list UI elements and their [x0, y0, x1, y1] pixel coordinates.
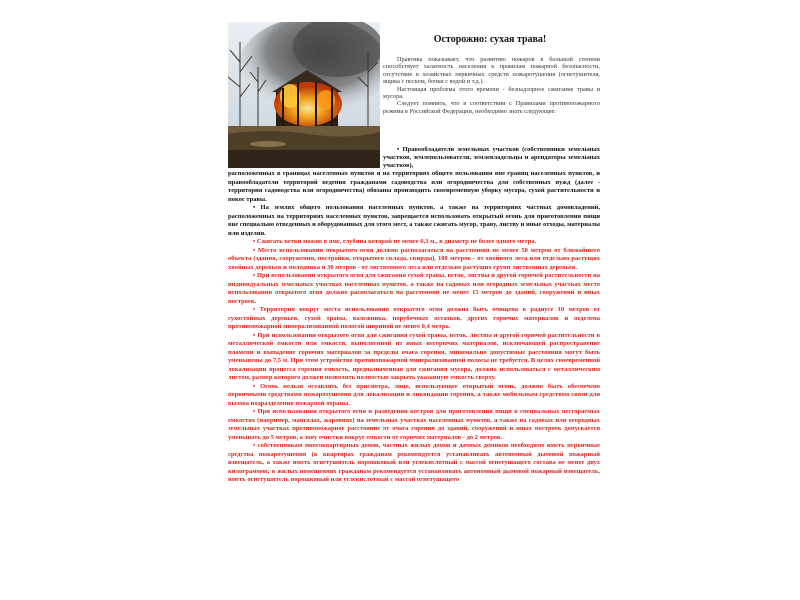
red-rule-2: • Место использования открытого огня должно располагаться на расстоянии не менее 50 метров от ближайшего объекта (здания, сооружения, постройки, открытого склада, скирды), 100 метров - от хвойного леса или отдельно растущих хвойных деревьев и молодняка и 30 метров - от лиственного леса или отдельно растущих групп лиственных деревьев. [228, 246, 600, 271]
rules-body [228, 170, 600, 485]
fire-photo [228, 22, 380, 168]
red-rule-3: • При использовании открытого огня для сжигания сухой травы, веток, листвы и другой горючей растительности на индивидуальных земельных участках населенных пунктов, а также на садовых или огородных земельных участках место использования открытого огня должно располагаться на расстоянии не менее 15 метров до зданий, сооружений и иных построек. [228, 272, 600, 305]
intro-paragraph-2: Настоящая проблема этого времени - безнадзорное сжигание травы и мусора. [383, 85, 600, 101]
red-rule-8: • собственникам многоквартирных домов, частных жилых домов и дачных домиков необходимо иметь первичные средства пожаротушения (в квартирах гражданам рекомендуется устанавливать автономный дымовой пожарный извещатель, а также иметь огнетушитель порошковый или углекислотный с массой огнетушащего состава не менее двух килограммов; в жилых помещениях гражданам рекомендуется устанавливать автономный дымовой пожарный извещатель, иметь огнетушитель порошковый или углекислотный с массой огнетушащего [228, 442, 600, 483]
second-rule: • На землях общего пользования населенных пунктов, а также на территориях частных домовладений, расположенных на территориях населенных пунктов, запрещается использовать открытый огонь для приготовления пищи вне специально отведенных и оборудованных для этого мест, а также сжигать мусор, траву, листву и иные отходы, материалы или изделия. [228, 204, 600, 237]
intro-paragraph-3: Следует помнить, что в соответствии с Правилами противопожарного режима в Российской Федерации, необходимо знать следующее: [383, 100, 600, 115]
burning-house-image [228, 22, 380, 168]
red-rule-5: • При использовании открытого огня для сжигания сухой травы, веток, листвы и другой горючей растительности в металлической емкости или емкости, выполненной из иных негорючих материалов, исключающей распространение пламени и выпадение горючих материалов за пределы очага горения, минимально допустимые расстояния могут быть уменьшены до 7,5 м. При этом устройство противопожарной минерализованной полосы не требуется. В целях своевременной локализации процесса горения емкость, предназначенная для сжигания мусора, должна использоваться с металлическим листом, размер которого должен позволить полностью закрыть указанную емкость сверху. [228, 331, 600, 381]
first-rule-start: • Правообладатели земельных участков (собственники земельных участков, землепользователи, землевладельцы и арендаторы земельных участков), [383, 146, 600, 170]
red-rule-6: • Огонь нельзя оставлять без присмотра, лицо, использующее открытый огонь, должно быть обеспечено первичными средствами пожаротушения для локализации и ликвидации горения, а также мобильным средством связи для вызова подразделения пожарной охраны. [228, 382, 600, 407]
intro-paragraph-1: Практика показывает, что развитию пожаров в большой степени способствует халатность населения к правилам пожарной безопасности, отсутствие в хозяйствах первичных средств пожаротушения (огнетушителя, ящика с песком, бочки с водой и т.д.). [383, 56, 600, 86]
red-rule-1: • Сжигать ветки можно в яме, глубина которой не менее 0,3 м., в диаметр не более одного метра. [253, 238, 537, 245]
red-rule-4: • Территория вокруг места использования открытого огня должна быть очищена в радиусе 10 метров от сухостойных деревьев, сухой травы, валежника, порубочных остатков, других горючих материалов и отделена противопожарной минерализованной полосой шириной не менее 0,4 метра. [228, 306, 600, 330]
first-rule-continuation: расположенных в границах населенных пунктов и на территориях общего пользования вне границ населенных пунктов, и правообладатели территорий ведения гражданами садоводства или огородничества для собственных нужд (далее - территория садоводства или огородничества) обязаны производить своевременную уборку мусора, сухой растительности и покос травы. [228, 170, 600, 203]
red-rule-7: • При использовании открытого огня и разведении костров для приготовления пищи в специальных несгораемых емкостях (например, мангалах, жаровнях) на земельных участках населенных пунктов, а также на садовых или огородных земельных участках противопожарное расстояние от очага горения до зданий, сооружений и иных построек допускается уменьшать до 5 метров, а зону очистки вокруг емкости от горючих материалов - до 2 метров. [228, 408, 600, 441]
intro-text [383, 56, 600, 115]
page-title: Осторожно: сухая трава! [433, 34, 547, 45]
